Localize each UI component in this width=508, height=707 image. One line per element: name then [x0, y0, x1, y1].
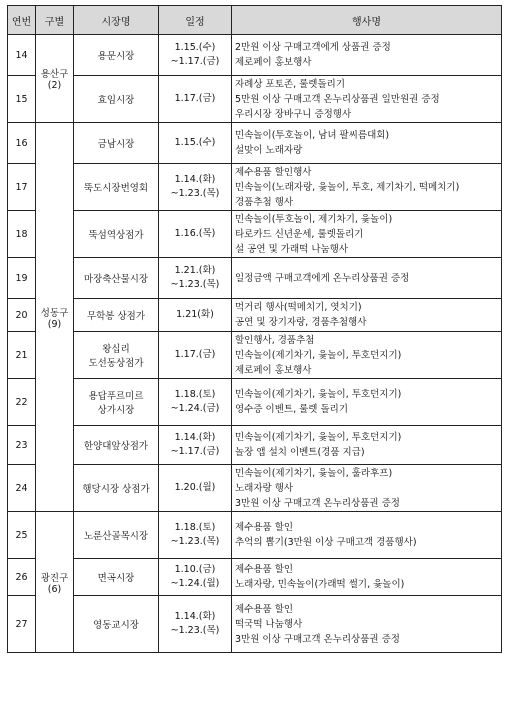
market-name [74, 379, 159, 426]
row-number: 16 [8, 123, 36, 164]
row-number: 25 [8, 512, 36, 559]
row-number: 17 [8, 164, 36, 211]
schedule [159, 559, 232, 596]
market-name-line: 노룬산골목시장 [83, 531, 149, 542]
schedule-line: 1.15.(수) [174, 137, 216, 148]
market-name [74, 164, 159, 211]
table-row [8, 299, 502, 332]
table-row [8, 164, 502, 211]
schedule-line: ~1.23.(목) [170, 188, 220, 199]
row-number: 24 [8, 465, 36, 512]
schedule-line: 1.14.(화) [174, 432, 216, 443]
schedule [159, 35, 232, 76]
event-item: 3만원 이상 구매고객 온누리상품권 증정 [235, 497, 400, 509]
schedule [159, 123, 232, 164]
event-item: 떡국떡 나눔행사 [235, 618, 303, 630]
event-item: 경품추첨 행사 [235, 196, 294, 208]
event-item: 자례상 포토존, 룰렛돌리기 [235, 78, 346, 90]
event-item: 민속놀이(노래자랑, 윷놀이, 투호, 제기차기, 떡메치기) [235, 181, 460, 193]
event-item: 2만원 이상 구매고객에게 상품권 증정 [235, 42, 391, 53]
schedule [159, 465, 232, 512]
district-name: 광진구 [40, 572, 69, 584]
market-name-line: 상가시장 [97, 405, 135, 416]
market-name [74, 211, 159, 258]
market-name-line: 금남시장 [97, 139, 135, 150]
row-number: 26 [8, 559, 36, 596]
schedule-line: 1.14.(화) [174, 611, 216, 622]
row-number: 20 [8, 299, 36, 332]
schedule-line: ~1.23.(목) [170, 625, 220, 636]
table-row [8, 512, 502, 559]
row-number: 18 [8, 211, 36, 258]
market-name [74, 299, 159, 332]
event-item: 제수용품 할인 [235, 564, 294, 575]
header-row [8, 6, 502, 35]
schedule-line: ~1.24.(월) [170, 578, 220, 589]
market-name-line: 무학봉 상점가 [86, 311, 146, 322]
market-name [74, 35, 159, 76]
header-no: 연번 [8, 6, 36, 35]
event-item: 추억의 뽑기(3만원 이상 구매고객 경품행사) [235, 537, 417, 548]
schedule [159, 164, 232, 211]
event-item: 민속놀이(투호놀이, 제기차기, 윷놀이) [235, 213, 393, 225]
schedule-line: 1.14.(화) [174, 174, 216, 185]
event-item: 제수용품 할인 [235, 603, 294, 615]
schedule [159, 332, 232, 379]
table-row [8, 379, 502, 426]
event-list [232, 465, 502, 512]
event-list [232, 211, 502, 258]
market-name-line: 면곡시장 [97, 573, 135, 584]
event-item: 먹거리 행사(떡메치기, 엿치기) [235, 302, 362, 313]
row-number: 15 [8, 76, 36, 123]
event-list [232, 123, 502, 164]
header-market: 시장명 [74, 6, 159, 35]
event-item: 놀장 앱 설치 이벤트(경품 지급) [235, 447, 365, 458]
schedule [159, 211, 232, 258]
market-name [74, 76, 159, 123]
schedule [159, 596, 232, 653]
table-row [8, 332, 502, 379]
table-row [8, 211, 502, 258]
event-item: 타로카드 신년운세, 룰렛돌리기 [235, 228, 364, 240]
event-list [232, 559, 502, 596]
header-district: 구별 [36, 6, 74, 35]
table-row [8, 76, 502, 123]
event-item: 민속놀이(제기차기, 윷놀이, 투호던지기) [235, 389, 402, 400]
schedule-line: 1.17.(금) [174, 349, 216, 360]
event-list [232, 299, 502, 332]
table-row [8, 559, 502, 596]
event-item: 제로페이 홍보행사 [235, 364, 312, 376]
event-list [232, 164, 502, 211]
event-list [232, 76, 502, 123]
market-name-line: 용문시장 [97, 51, 135, 62]
schedule-line: 1.20.(월) [174, 482, 216, 493]
event-item: 제로페이 홍보행사 [235, 57, 312, 68]
header-schedule: 일정 [159, 6, 232, 35]
table-row [8, 123, 502, 164]
event-item: 우리시장 장바구니 증정행사 [235, 108, 352, 120]
schedule-line: ~1.23.(목) [170, 279, 220, 290]
header-event: 행사명 [232, 6, 502, 35]
schedule-line: 1.17.(금) [174, 93, 216, 104]
district-cell [36, 512, 74, 653]
event-item: 설맞이 노래자랑 [235, 145, 303, 156]
event-item: 3만원 이상 구매고객 온누리상품권 증정 [235, 633, 400, 645]
market-name-line: 한양대앞상점가 [83, 441, 149, 452]
district-count: (6) [47, 583, 62, 595]
event-item: 노래자랑 행사 [235, 482, 294, 494]
district-name: 용산구 [40, 69, 69, 80]
event-item: 영수증 이벤트, 룰렛 돌리기 [235, 404, 349, 415]
market-name [74, 426, 159, 465]
market-name [74, 512, 159, 559]
event-item: 공연 및 장기자랑, 경품추첨행사 [235, 317, 367, 328]
district-cell [36, 123, 74, 512]
market-name-line: 뚝섬역상점가 [88, 230, 144, 241]
table-row [8, 596, 502, 653]
event-item: 민속놀이(투호놀이, 남녀 팔씨름대회) [235, 130, 390, 141]
market-name-line: 왕십리 [102, 344, 130, 355]
event-item: 제수용품 할인행사 [235, 166, 312, 178]
schedule-line: 1.16.(목) [174, 228, 216, 239]
event-list [232, 258, 502, 299]
row-number: 19 [8, 258, 36, 299]
district-count: (2) [47, 80, 62, 91]
schedule-line: 1.18.(토) [174, 389, 216, 400]
table-row [8, 426, 502, 465]
row-number: 21 [8, 332, 36, 379]
table-row [8, 465, 502, 512]
district-name: 성동구 [40, 307, 69, 319]
schedule [159, 299, 232, 332]
event-list [232, 379, 502, 426]
schedule-line: 1.10.(금) [174, 564, 216, 575]
schedule-line: 1.21(화) [176, 309, 214, 320]
schedule [159, 379, 232, 426]
table-row [8, 258, 502, 299]
table-row [8, 35, 502, 76]
schedule [159, 426, 232, 465]
market-name-line: 효임시장 [97, 95, 135, 106]
row-number: 14 [8, 35, 36, 76]
market-name [74, 258, 159, 299]
event-list [232, 512, 502, 559]
schedule-line: ~1.23.(목) [170, 536, 220, 547]
schedule-line: ~1.17.(금) [170, 446, 220, 457]
event-item: 민속놀이(제기차기, 윷놀이, 훌라후프) [235, 467, 393, 479]
market-name [74, 559, 159, 596]
schedule-line: 1.15.(수) [174, 42, 216, 53]
event-item: 노래자랑, 민속놀이(가래떡 썰기, 윷놀이) [235, 579, 405, 590]
market-name [74, 465, 159, 512]
event-item: 할인행사, 경품추첨 [235, 334, 315, 346]
district-count: (9) [47, 318, 62, 330]
event-list [232, 426, 502, 465]
market-name-line: 행당시장 상점가 [82, 484, 150, 495]
row-number: 22 [8, 379, 36, 426]
schedule [159, 258, 232, 299]
market-name [74, 596, 159, 653]
event-item: 민속놀이(제기차기, 윷놀이, 투호던지기) [235, 349, 402, 361]
event-item: 제수용품 할인 [235, 522, 294, 533]
event-item: 설 공연 및 가래떡 나눔행사 [235, 243, 349, 255]
event-item: 민속놀이(제기차기, 윷놀이, 투호던지기) [235, 432, 402, 443]
market-name [74, 332, 159, 379]
event-list [232, 35, 502, 76]
event-list [232, 332, 502, 379]
market-name-line: 용답푸르미르 [88, 391, 144, 402]
market-name [74, 123, 159, 164]
market-events-table [7, 5, 502, 653]
market-name-line: 뚝도시장번영회 [83, 183, 149, 194]
district-cell [36, 35, 74, 123]
event-item: 일정금액 구매고객에게 온누리상품권 증정 [235, 272, 410, 284]
schedule [159, 512, 232, 559]
market-name-line: 마장축산물시장 [83, 274, 149, 285]
schedule-line: 1.18.(토) [174, 522, 216, 533]
event-item: 5만원 이상 구매고객 온누리상품권 일만원권 증정 [235, 93, 440, 105]
schedule-line: 1.21.(화) [174, 265, 216, 276]
row-number: 23 [8, 426, 36, 465]
schedule-line: ~1.24.(금) [170, 403, 220, 414]
market-name-line: 도선동상점가 [88, 358, 144, 369]
event-list [232, 596, 502, 653]
schedule-line: ~1.17.(금) [170, 56, 220, 67]
row-number: 27 [8, 596, 36, 653]
market-name-line: 영동교시장 [93, 620, 139, 631]
schedule [159, 76, 232, 123]
